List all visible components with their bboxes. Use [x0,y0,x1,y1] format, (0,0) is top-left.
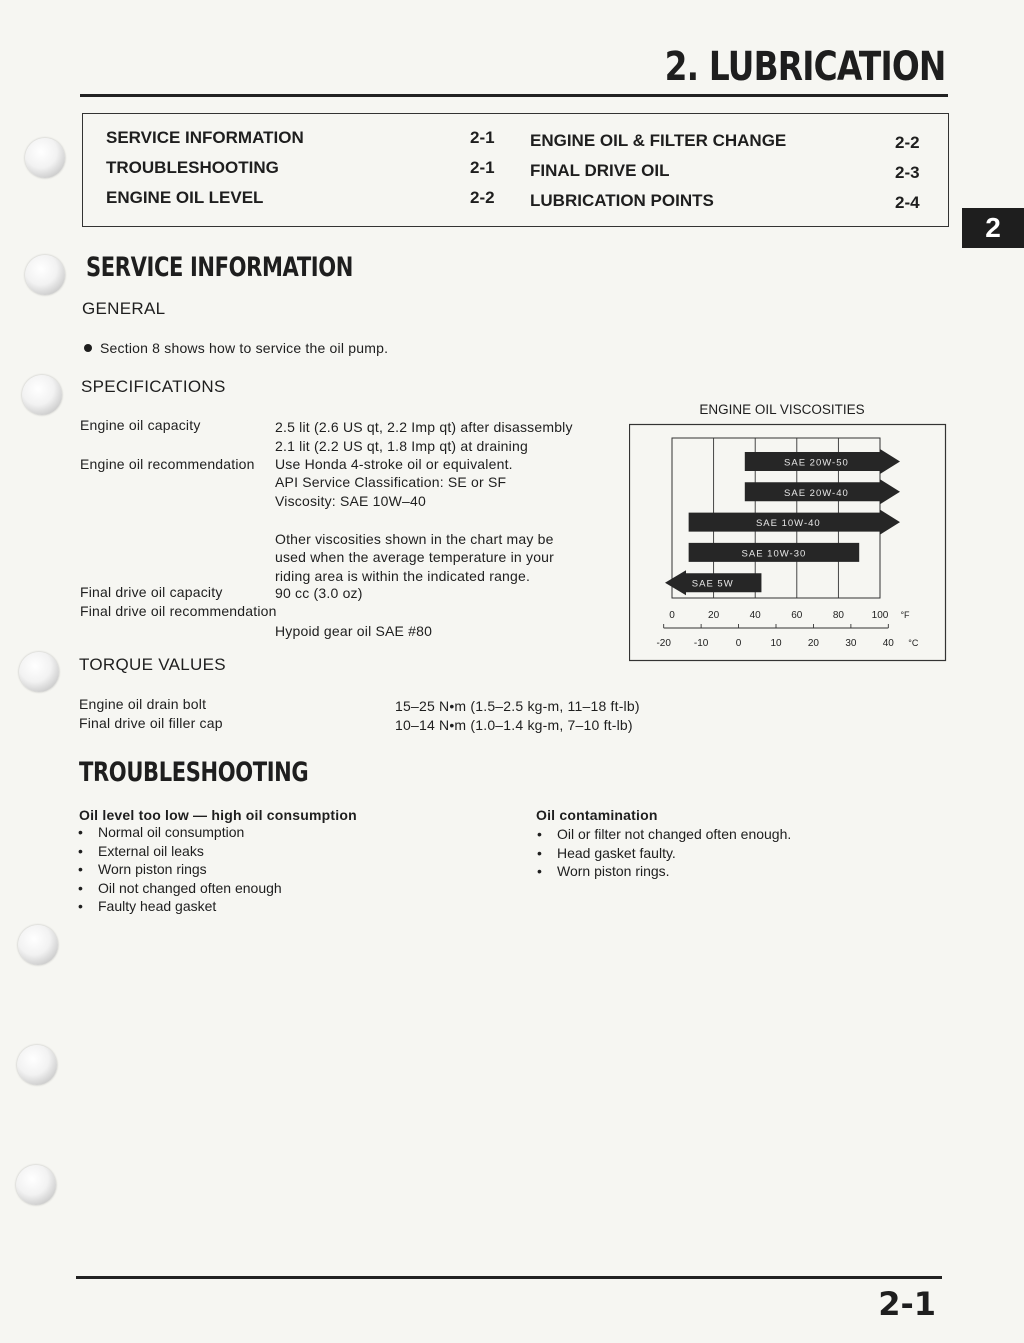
general-note [84,339,388,358]
tick-label-f: 0 [669,610,675,621]
spec-value: Other viscosities shown in the chart may be [275,531,554,547]
section-heading: SERVICE INFORMATION [86,252,353,283]
tick-label-c: 10 [770,638,782,649]
toc-page: 2-4 [895,193,920,212]
subheading-specifications: SPECIFICATIONS [81,377,226,396]
section-heading: TROUBLESHOOTING [79,757,309,788]
list-item: • Oil or filter not changed often enough. [537,825,791,844]
tick-label-c: 40 [882,638,894,649]
spec-value: API Service Classification: SE or SF [275,474,507,490]
page-number: 2-1 [878,1285,936,1323]
binder-hole [16,1165,56,1205]
trouble-title: Oil level too low — high oil consumption [79,807,357,823]
toc-item[interactable]: ENGINE OIL & FILTER CHANGE [530,131,787,150]
toc-item[interactable]: FINAL DRIVE OIL [530,161,670,180]
title-rule [80,94,948,97]
binder-hole [22,375,62,415]
binder-hole [25,138,65,178]
tick-label-c: -20 [656,638,671,649]
chart-title: ENGINE OIL VISCOSITIES [699,402,865,417]
binder-hole [18,925,58,965]
spec-value: Use Honda 4-stroke oil or equivalent. [275,456,513,472]
bar-label: SAE 20W-50 [784,457,849,469]
spec-value: 90 cc (3.0 oz) [275,585,363,601]
tick-label-f: 80 [832,610,844,621]
list-item: • Normal oil consumption [78,823,282,842]
tick-label-c: 0 [735,638,742,649]
toc-page: 2-2 [895,133,920,152]
trouble-list [78,823,282,916]
toc-item[interactable]: LUBRICATION POINTS [530,191,714,210]
torque-label: Engine oil drain bolt [79,696,207,712]
viscosity-chart [629,400,949,665]
toc-item[interactable]: SERVICE INFORMATION [106,128,304,147]
list-item: • Worn piston rings [78,860,282,879]
torque-value: 15–25 N•m (1.5–2.5 kg-m, 11–18 ft-lb) [395,698,640,714]
tick-label-f: 40 [749,610,761,621]
toc-page: 2-2 [470,188,495,207]
list-item: • Head gasket faulty. [537,844,791,863]
spec-label: Engine oil recommendation [80,456,255,472]
trouble-title: Oil contamination [536,807,658,823]
toc-page: 2-3 [895,163,920,182]
tick-label-c: -10 [693,638,709,649]
chapter-tab: 2 [962,208,1024,248]
tick-label-c: 30 [845,638,857,649]
list-item: • Faulty head gasket [78,897,282,916]
spec-value: Hypoid gear oil SAE #80 [275,623,433,639]
bar-label: SAE 20W-40 [784,487,849,499]
unit-label-f: °F [900,610,910,620]
bar-label: SAE 5W [691,578,734,590]
bar-label: SAE 10W-30 [741,548,807,560]
list-item: • External oil leaks [78,842,282,861]
spec-value: Viscosity: SAE 10W–40 [275,493,427,509]
spec-value: 2.5 lit (2.6 US qt, 2.2 Imp qt) after disassembly [275,419,573,435]
trouble-list [537,825,791,881]
spec-label: Engine oil capacity [80,417,201,433]
toc-page: 2-1 [470,128,495,147]
subheading-general: GENERAL [82,299,166,318]
binder-hole [19,652,59,692]
list-item: • Worn piston rings. [537,862,791,881]
tick-label-f: 100 [871,610,889,621]
toc-item[interactable]: TROUBLESHOOTING [106,158,279,177]
chapter-title: 2. LUBRICATION [665,44,946,90]
spec-value: riding area is within the indicated range. [275,568,531,584]
list-item: • Oil not changed often enough [78,879,282,898]
spec-value: 2.1 lit (2.2 US qt, 1.8 Imp qt) at draining [275,438,528,454]
torque-label: Final drive oil filler cap [79,715,223,731]
spec-value: used when the average temperature in your [275,549,555,565]
tick-label-c: 20 [807,638,820,649]
binder-hole [25,255,65,295]
bullet-icon [84,344,92,352]
torque-value: 10–14 N•m (1.0–1.4 kg-m, 7–10 ft-lb) [395,717,633,733]
binder-hole [17,1045,57,1085]
tick-label-f: 20 [708,610,720,621]
toc-page: 2-1 [470,158,495,177]
spec-label: Final drive oil recommendation [80,603,277,619]
unit-label-c: °C [908,638,919,648]
table-of-contents [82,113,949,227]
subheading-torque: TORQUE VALUES [79,655,226,674]
general-note-text: Section 8 shows how to service the oil pump. [100,340,389,356]
spec-label: Final drive oil capacity [80,584,223,600]
footer-rule [76,1276,942,1279]
tick-label-f: 60 [791,610,803,621]
toc-item[interactable]: ENGINE OIL LEVEL [106,188,264,207]
bar-label: SAE 10W-40 [755,518,821,530]
